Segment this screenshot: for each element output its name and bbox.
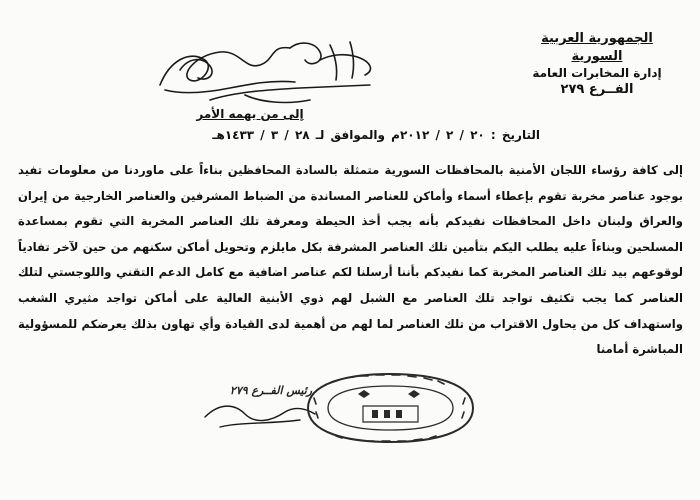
- official-stamp: [288, 368, 493, 448]
- letterhead-country: الجمهورية العربية السورية: [541, 31, 653, 64]
- body-paragraph: إلى كافة رؤساء اللجان الأمنية بالمحافظات السورية متمثلة بالسادة المحافظين بناءاً على ماوردنا من معلومات تفيد بوجود عناصر مخربة تقوم بإعطاء أسماء وأماكن للعناصر المساندة من الضباط المشرفين والعناصر الخارجية من إيران والعراق ولبنان داخل المحافظات نفيدكم بأنه يجب أخذ الحيطة ومعرفة تلك العناصر المخربة التي تقوم بمساعدة المسلحين وبناءاً عليه يطلب اليكم بتأمين تلك العناصر المشرفة بكل مايلزم وتحويل أماكن سكنهم من حين لآخر تفادياً لوقوعهم بيد تلك العناصر المخربة كما نفيدكم بأننا أرسلنا لكم عناصر اضافية مع كامل الدعم التقني واللوجستي لتلك العناصر كما يجب تكثيف تواجد تلك العناصر مع الشبل لهم ذوي الأبنية العالية على أماكن تواجد مثيري الشغب واستهداف كل من يحاول الاقتراب من تلك العناصر لما لهم من أهمية لدى القيادة وأي تهاون بذلك يعرضكم للمسؤولية المباشرة أمامنا: [18, 163, 683, 357]
- letterhead-branch: الفــرع ٢٧٩: [560, 82, 634, 98]
- letterhead: [522, 30, 672, 99]
- date-line: التاريخ : ٢٠ / ٢ / ٢٠١٢م والموافق لـ ٢٨ / ٣ / ١٤٣٣هـ: [212, 128, 540, 142]
- addressee-line: إلى من يهمه الأمر: [196, 107, 304, 121]
- letterhead-agency: إدارة المخابرات العامة: [532, 66, 662, 81]
- signature-caption: رئيس الفــرع ٢٧٩: [229, 384, 313, 397]
- letter-body: [18, 158, 683, 363]
